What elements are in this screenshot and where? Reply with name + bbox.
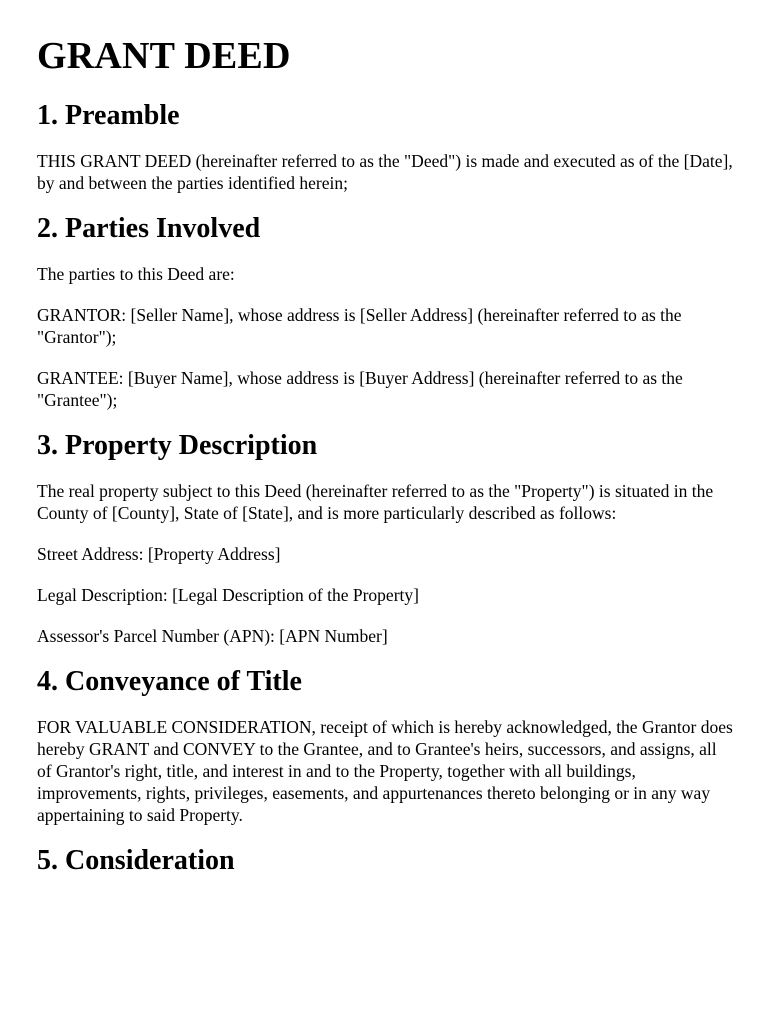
paragraph-grantor: GRANTOR: [Seller Name], whose address is [Seller Address] (hereinafter referred to as the "Grantor"); (37, 305, 682, 347)
section-heading: 5. Consideration (37, 845, 235, 876)
section-conveyance-of-title (37, 666, 734, 826)
paragraph: THIS GRANT DEED (hereinafter referred to as the "Deed") is made and executed as of the [Date], by and between the parties identified herein; (37, 151, 733, 193)
paragraph: The parties to this Deed are: (37, 264, 235, 284)
paragraph-apn: Assessor's Parcel Number (APN): [APN Number] (37, 626, 388, 646)
section-consideration (37, 845, 734, 877)
paragraph: FOR VALUABLE CONSIDERATION, receipt of which is hereby acknowledged, the Grantor does hereby GRANT and CONVEY to the Grantee, and to Grantee's heirs, successors, and assigns, all of Grantor's right, title, and interest in and to the Property, together with all buildings, improvements, rights, privileges, easements, and appurtenances thereto belonging or in any way appertaining to said Property. (37, 717, 733, 825)
section-heading: 2. Parties Involved (37, 213, 261, 244)
section-heading: 3. Property Description (37, 430, 318, 461)
section-property-description (37, 430, 734, 647)
section-heading: 1. Preamble (37, 100, 180, 131)
document-title: GRANT DEED (37, 35, 291, 77)
section-parties-involved (37, 213, 734, 411)
paragraph-legal-description: Legal Description: [Legal Description of the Property] (37, 585, 419, 605)
paragraph-grantee: GRANTEE: [Buyer Name], whose address is [Buyer Address] (hereinafter referred to as the "Grantee"); (37, 368, 683, 410)
paragraph: The real property subject to this Deed (hereinafter referred to as the "Property") is situated in the County of [County], State of [State], and is more particularly described as follows: (37, 481, 714, 523)
paragraph-street-address: Street Address: [Property Address] (37, 544, 281, 564)
section-preamble (37, 100, 734, 194)
section-heading: 4. Conveyance of Title (37, 666, 302, 697)
